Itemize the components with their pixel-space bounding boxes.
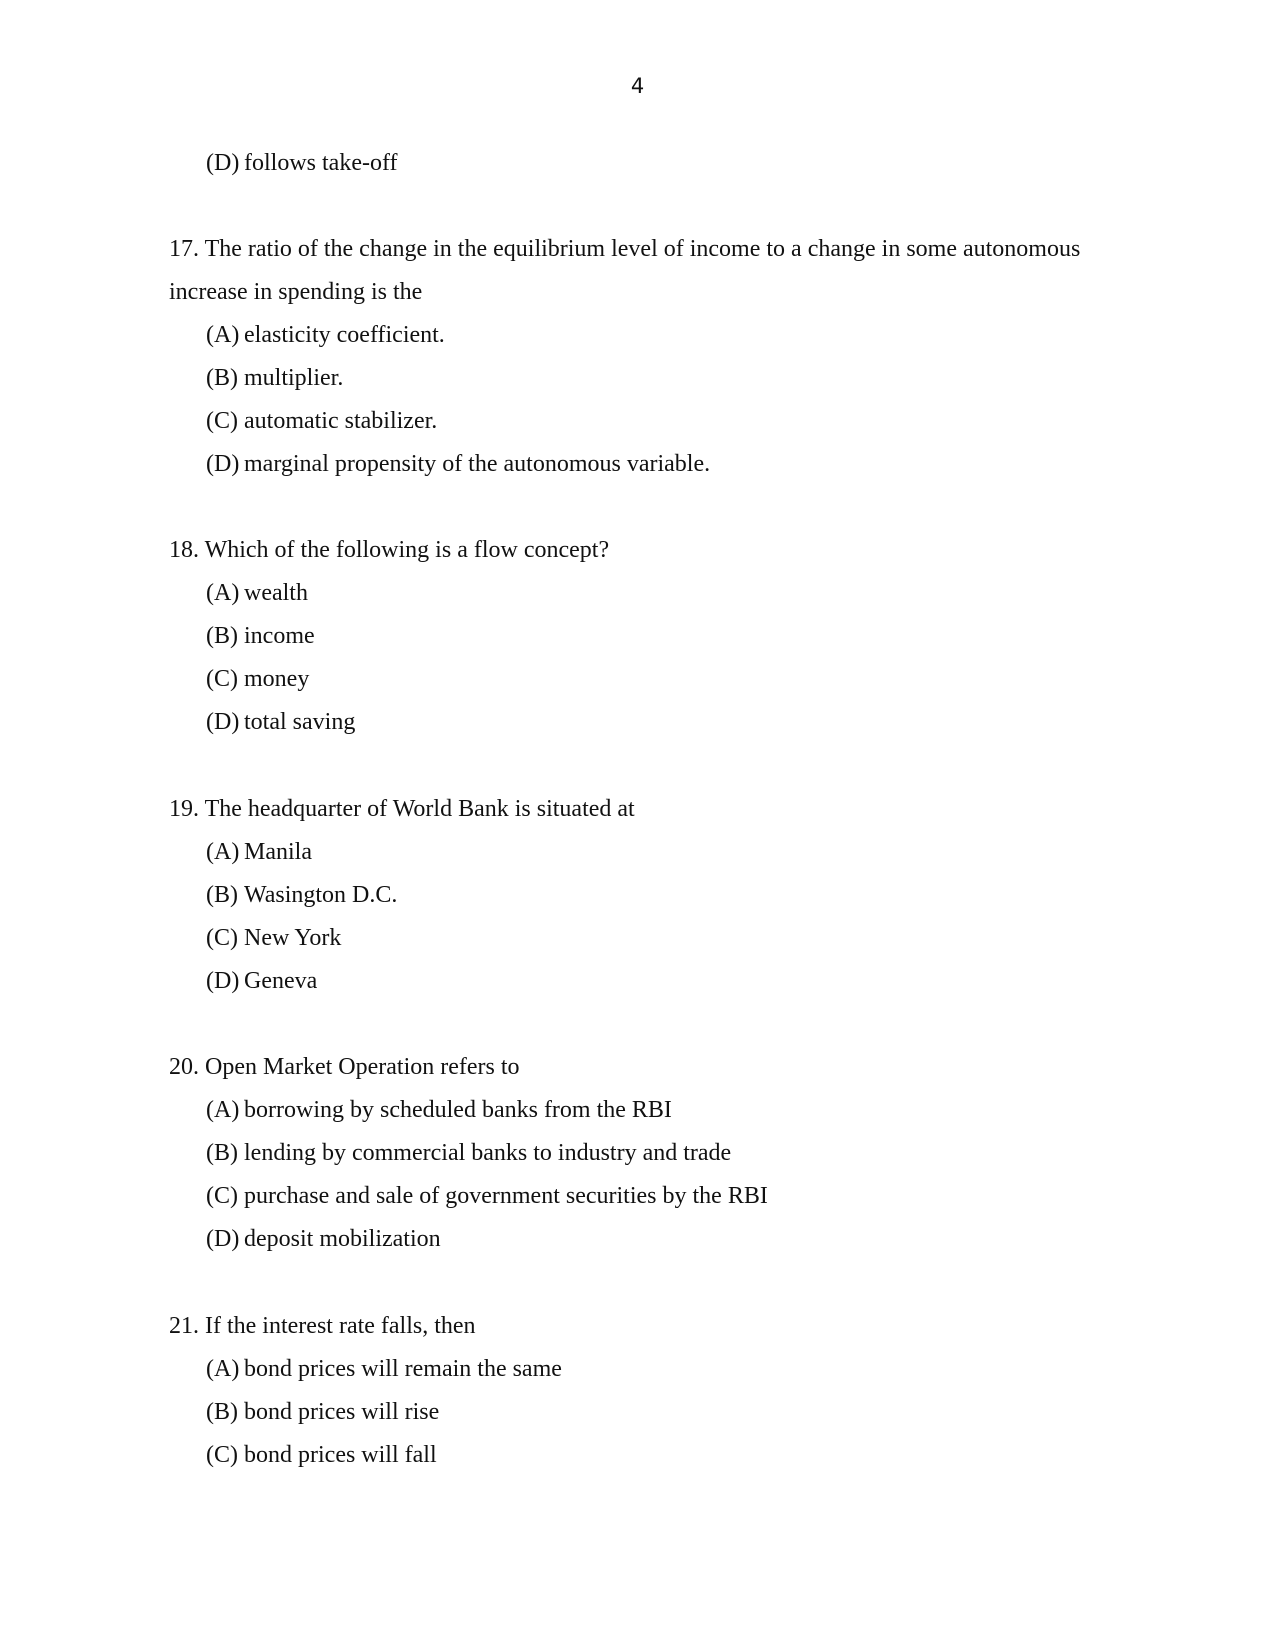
page-number: 4	[630, 74, 645, 98]
question-17-option-d	[206, 449, 710, 479]
option-text: lending by commercial banks to industry and trade	[244, 1140, 732, 1166]
question-19-option-d	[206, 966, 317, 996]
question-17-option-c	[206, 406, 437, 436]
question-19-option-b	[206, 880, 397, 910]
option-letter: (B)	[206, 623, 238, 649]
question-21-option-c	[206, 1440, 437, 1470]
option-text: bond prices will remain the same	[244, 1356, 562, 1382]
option-letter: (D)	[206, 150, 240, 176]
question-18-option-c	[206, 664, 309, 694]
option-letter: (B)	[206, 365, 238, 391]
option-text: elasticity coefficient.	[244, 322, 445, 348]
question-21-option-a	[206, 1354, 562, 1384]
option-letter: (B)	[206, 1399, 238, 1425]
question-20-option-a	[206, 1095, 672, 1125]
option-letter: (B)	[206, 882, 238, 908]
option-text: money	[244, 666, 310, 692]
question-20-option-d	[206, 1224, 441, 1254]
option-text: bond prices will fall	[244, 1442, 437, 1468]
option-letter: (A)	[206, 580, 240, 606]
option-text: follows take-off	[244, 150, 398, 176]
question-20-text: 20. Open Market Operation refers to	[169, 1054, 520, 1080]
option-letter: (D)	[206, 451, 240, 477]
option-text: deposit mobilization	[244, 1226, 441, 1252]
question-17-option-a	[206, 320, 445, 350]
question-18-option-d	[206, 707, 355, 737]
option-text: marginal propensity of the autonomous variable.	[244, 451, 711, 477]
option-text: automatic stabilizer.	[244, 408, 438, 434]
option-letter: (A)	[206, 1097, 240, 1123]
option-d	[206, 148, 398, 178]
option-letter: (C)	[206, 925, 238, 951]
option-text: borrowing by scheduled banks from the RBI	[244, 1097, 672, 1123]
option-text: bond prices will rise	[244, 1399, 440, 1425]
question-21-option-b	[206, 1397, 439, 1427]
option-letter: (C)	[206, 1183, 238, 1209]
option-letter: (D)	[206, 968, 240, 994]
option-letter: (C)	[206, 408, 238, 434]
option-text: New York	[244, 925, 342, 951]
question-17-text: 17. The ratio of the change in the equilibrium level of income to a change in some autonomous	[169, 236, 1081, 262]
option-text: Geneva	[244, 968, 318, 994]
question-19-option-c	[206, 923, 341, 953]
option-text: total saving	[244, 709, 356, 735]
option-letter: (C)	[206, 666, 238, 692]
question-18-option-a	[206, 578, 308, 608]
option-letter: (A)	[206, 1356, 240, 1382]
question-20-option-c	[206, 1181, 768, 1211]
option-letter: (D)	[206, 1226, 240, 1252]
option-letter: (B)	[206, 1140, 238, 1166]
option-text: multiplier.	[244, 365, 344, 391]
option-text: Manila	[244, 839, 312, 865]
option-text: wealth	[244, 580, 308, 606]
option-text: income	[244, 623, 315, 649]
question-19-option-a	[206, 837, 312, 867]
option-letter: (C)	[206, 1442, 238, 1468]
question-21-text: 21. If the interest rate falls, then	[169, 1313, 476, 1339]
question-19-text: 19. The headquarter of World Bank is situated at	[169, 796, 635, 822]
option-text: Wasington D.C.	[244, 882, 398, 908]
option-letter: (A)	[206, 322, 240, 348]
option-letter: (D)	[206, 709, 240, 735]
question-17-option-b	[206, 363, 343, 393]
question-18-option-b	[206, 621, 315, 651]
question-20-option-b	[206, 1138, 731, 1168]
option-letter: (A)	[206, 839, 240, 865]
option-text: purchase and sale of government securities by the RBI	[244, 1183, 768, 1209]
question-17-text-continued: increase in spending is the	[169, 279, 423, 305]
question-18-text: 18. Which of the following is a flow concept?	[169, 537, 610, 563]
